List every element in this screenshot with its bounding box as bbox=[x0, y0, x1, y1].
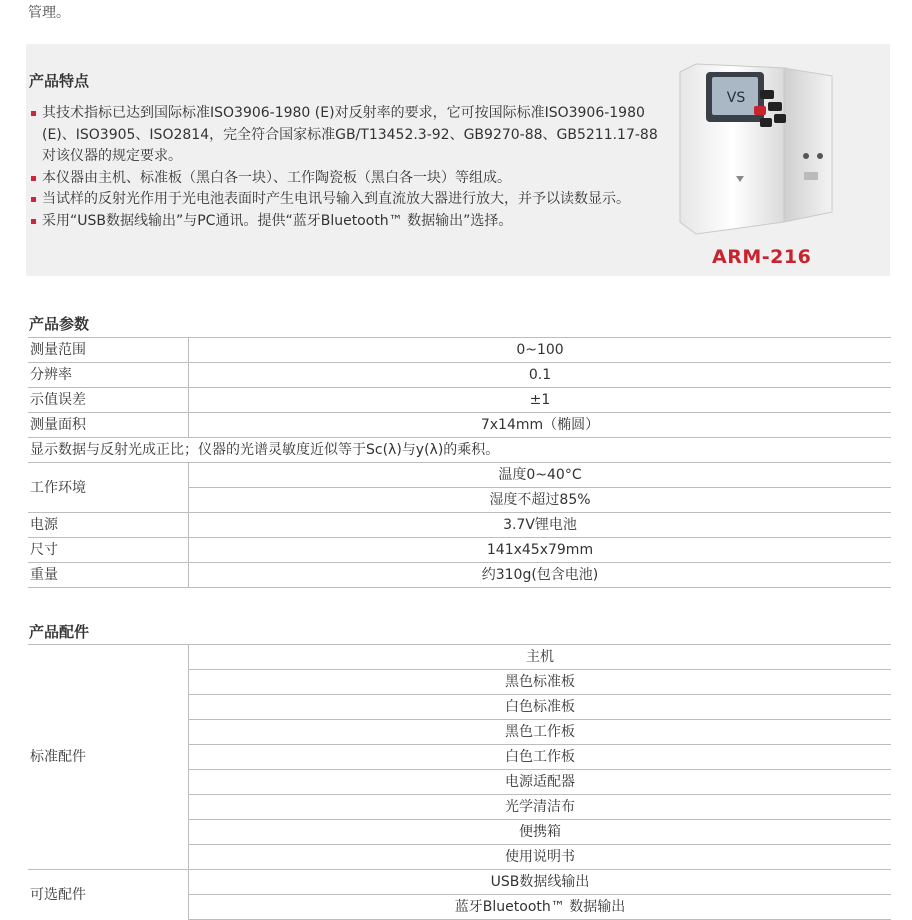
param-label: 分辨率 bbox=[28, 363, 189, 388]
param-value: 温度0~40°C bbox=[189, 463, 892, 488]
accessory-item: 使用说明书 bbox=[189, 845, 892, 870]
param-label: 重量 bbox=[28, 563, 189, 588]
param-value: 0~100 bbox=[189, 338, 892, 363]
table-row bbox=[28, 413, 891, 438]
table-row bbox=[28, 513, 891, 538]
accessory-group-label: 可选配件 bbox=[28, 870, 189, 920]
feature-item: 采用“USB数据线输出”与PC通讯。提供“蓝牙Bluetooth™ 数据输出”选择。 bbox=[30, 211, 670, 233]
accessory-item: 光学清洁布 bbox=[189, 795, 892, 820]
accessory-item: 白色工作板 bbox=[189, 745, 892, 770]
table-row bbox=[28, 870, 891, 895]
param-note: 显示数据与反射光成正比；仪器的光谱灵敏度近似等于Sc(λ)与y(λ)的乘积。 bbox=[28, 438, 891, 463]
accessory-item: 黑色标准板 bbox=[189, 670, 892, 695]
table-row bbox=[28, 363, 891, 388]
param-value: ±1 bbox=[189, 388, 892, 413]
param-value: 3.7V锂电池 bbox=[189, 513, 892, 538]
features-list bbox=[30, 103, 670, 232]
top-text-fragment: 管理。 bbox=[28, 5, 70, 21]
param-label: 示值误差 bbox=[28, 388, 189, 413]
param-label: 电源 bbox=[28, 513, 189, 538]
accessory-item: 主机 bbox=[189, 645, 892, 670]
param-value: 7x14mm（椭圆） bbox=[189, 413, 892, 438]
param-label: 测量面积 bbox=[28, 413, 189, 438]
accessory-item: 蓝牙Bluetooth™ 数据输出 bbox=[189, 895, 892, 920]
accessory-item: 便携箱 bbox=[189, 820, 892, 845]
accessory-group-label: 标准配件 bbox=[28, 645, 189, 870]
table-row bbox=[28, 563, 891, 588]
accessory-item: 电源适配器 bbox=[189, 770, 892, 795]
param-value: 湿度不超过85% bbox=[189, 488, 892, 513]
feature-item: 本仪器由主机、标准板（黑白各一块）、工作陶瓷板（黑白各一块）等组成。 bbox=[30, 168, 670, 190]
feature-item: 当试样的反射光作用于光电池表面时产生电讯号输入到直流放大器进行放大，并予以读数显示。 bbox=[30, 189, 670, 211]
param-label: 尺寸 bbox=[28, 538, 189, 563]
accessories-table bbox=[28, 644, 891, 920]
params-title: 产品参数 bbox=[29, 315, 90, 333]
feature-item: 其技术指标已达到国际标准ISO3906-1980 (E)对反射率的要求，它可按国际标准ISO3906-1980 (E)、ISO3905、ISO2814，完全符合国家标准GB/T13452.3-92、GB9270-88、GB5211.17-88对该仪器的规定要求。 bbox=[30, 103, 670, 168]
param-label: 测量范围 bbox=[28, 338, 189, 363]
table-row bbox=[28, 463, 891, 488]
table-row bbox=[28, 645, 891, 670]
product-model-label: ARM-216 bbox=[712, 246, 812, 268]
accessory-item: 黑色工作板 bbox=[189, 720, 892, 745]
param-value: 141x45x79mm bbox=[189, 538, 892, 563]
accessory-item: USB数据线输出 bbox=[189, 870, 892, 895]
reflectance-meter-device-image bbox=[676, 62, 836, 240]
table-row bbox=[28, 338, 891, 363]
features-title: 产品特点 bbox=[29, 72, 90, 90]
param-value: 约310g(包含电池) bbox=[189, 563, 892, 588]
accessory-item: 白色标准板 bbox=[189, 695, 892, 720]
accessories-title: 产品配件 bbox=[29, 623, 90, 641]
params-table bbox=[28, 337, 891, 588]
svg-text:VS: VS bbox=[726, 90, 746, 106]
table-row bbox=[28, 388, 891, 413]
param-value: 0.1 bbox=[189, 363, 892, 388]
table-row bbox=[28, 538, 891, 563]
table-row bbox=[28, 438, 891, 463]
param-label: 工作环境 bbox=[28, 463, 189, 513]
